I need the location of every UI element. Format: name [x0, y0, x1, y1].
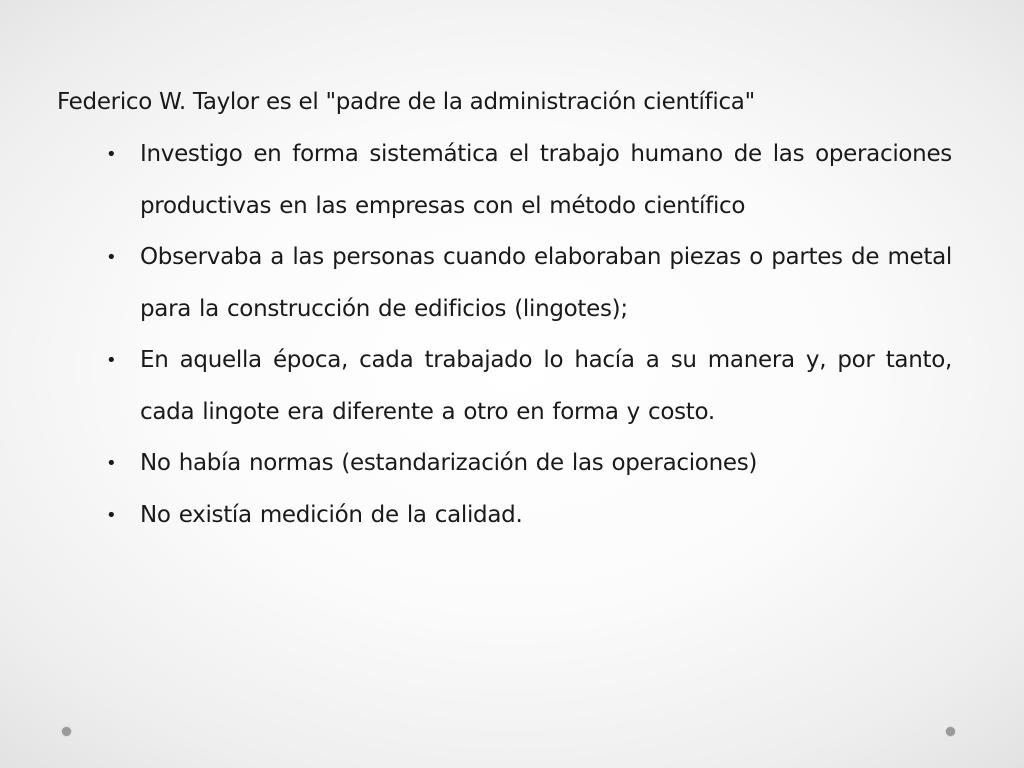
slide-heading: Federico W. Taylor es el "padre de la administración científica"	[57, 89, 755, 115]
bullet-marker: •	[106, 247, 117, 268]
bullet-text: En aquella época, cada trabajado lo hacía a su manera y, por tanto, cada lingote era diferente a otro en forma y costo.	[140, 347, 952, 425]
bullet-item	[106, 129, 952, 232]
bullet-text: No existía medición de la calidad.	[140, 501, 523, 528]
bullet-item	[106, 438, 952, 490]
bullet-list	[106, 129, 952, 541]
bullet-marker: •	[106, 144, 117, 165]
bullet-marker: •	[106, 504, 117, 526]
decorative-dot-left	[62, 727, 71, 736]
bullet-item	[106, 490, 952, 542]
bullet-item	[106, 232, 952, 335]
bullet-text: Investigo en forma sistemática el trabajo humano de las operaciones productivas en las empresas con el método científico	[140, 141, 952, 219]
decorative-dot-right	[946, 727, 955, 736]
bullet-marker: •	[106, 453, 117, 474]
bullet-text: Observaba a las personas cuando elaboraban piezas o partes de metal para la construcción de edificios (lingotes);	[140, 244, 952, 322]
bullet-marker: •	[106, 350, 117, 371]
bullet-item	[106, 335, 952, 438]
bullet-text: No había normas (estandarización de las operaciones)	[140, 450, 758, 476]
